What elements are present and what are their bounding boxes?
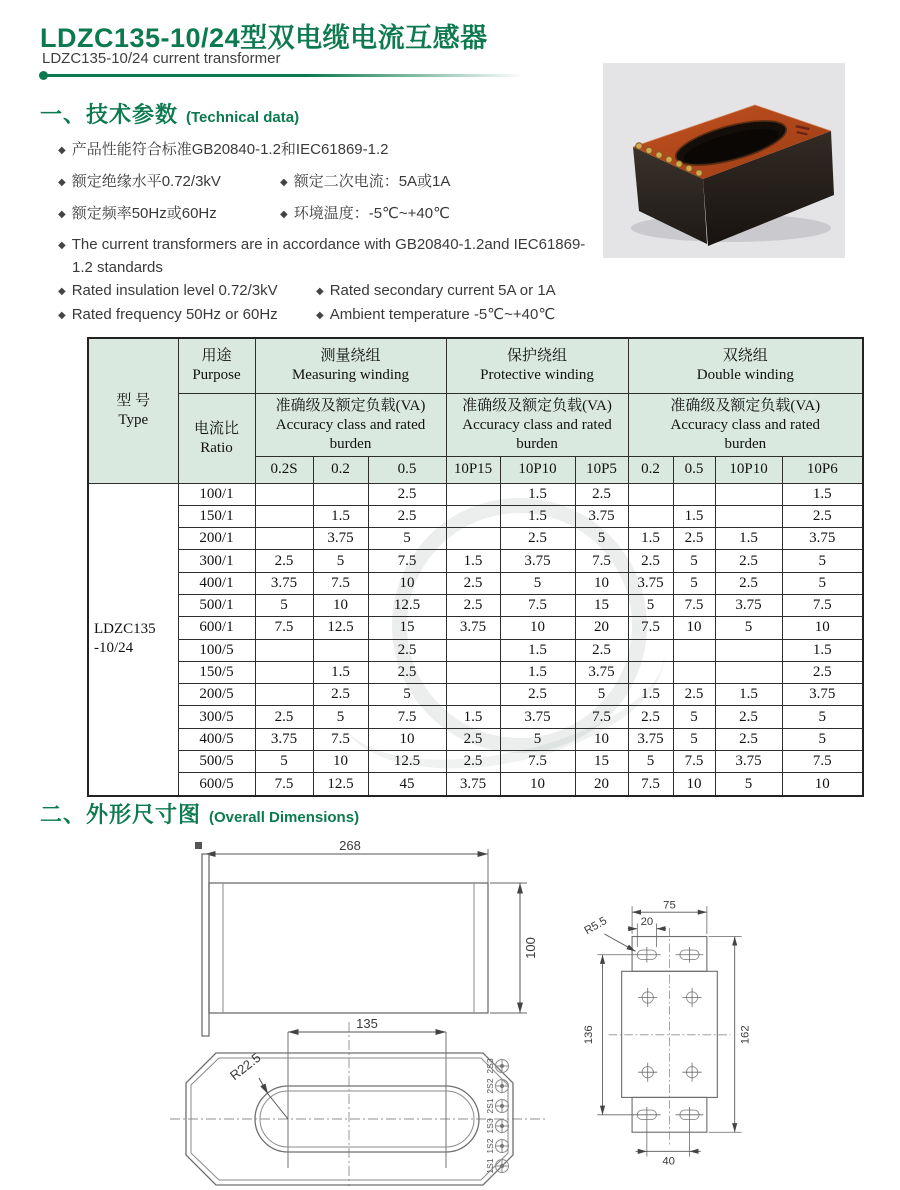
bullet-row	[58, 280, 606, 303]
value-cell: 10	[673, 617, 715, 639]
value-cell: 5	[673, 728, 715, 750]
value-cell: 1.5	[313, 505, 368, 527]
value-cell: 2.5	[628, 706, 673, 728]
section1-heading-cn: 一、技术参数	[40, 102, 179, 127]
value-cell	[446, 661, 500, 683]
value-cell: 5	[368, 528, 446, 550]
svg-text:268: 268	[339, 838, 361, 853]
value-cell: 2.5	[313, 684, 368, 706]
value-cell: 2.5	[715, 706, 782, 728]
svg-text:R22.5: R22.5	[226, 1049, 264, 1084]
table-row	[88, 505, 863, 527]
value-cell	[673, 483, 715, 505]
value-cell	[446, 684, 500, 706]
diamond-bullet-icon: ◆	[280, 177, 288, 188]
ratio-header: 电流比 Ratio	[178, 393, 255, 483]
value-cell: 3.75	[255, 728, 313, 750]
ratio-cell: 300/1	[178, 550, 255, 572]
value-cell: 5	[628, 594, 673, 616]
value-cell: 2.5	[446, 594, 500, 616]
value-cell: 3.75	[313, 528, 368, 550]
value-cell	[715, 483, 782, 505]
value-cell: 5	[500, 572, 575, 594]
value-cell: 7.5	[575, 550, 628, 572]
table-row	[88, 483, 863, 505]
value-cell: 5	[255, 594, 313, 616]
value-cell	[673, 639, 715, 661]
terminal-label: 1S1	[485, 1158, 495, 1174]
value-cell: 1.5	[313, 661, 368, 683]
value-cell: 12.5	[368, 594, 446, 616]
radius-label-r22-5	[227, 1050, 288, 1119]
value-cell: 7.5	[368, 550, 446, 572]
value-cell: 2.5	[782, 505, 863, 527]
page-subtitle: LDZC135-10/24 current transformer	[42, 50, 281, 67]
value-cell: 1.5	[628, 528, 673, 550]
value-cell: 20	[575, 617, 628, 639]
value-cell: 3.75	[575, 505, 628, 527]
table-row	[88, 550, 863, 572]
value-cell: 5	[782, 728, 863, 750]
value-cell: 2.5	[628, 550, 673, 572]
svg-text:100: 100	[523, 937, 538, 959]
value-cell: 2.5	[500, 528, 575, 550]
bullet-row	[58, 202, 606, 226]
value-cell: 3.75	[628, 728, 673, 750]
bullet-text: 产品性能符合标准GB20840-1.2和IEC61869-1.2	[71, 141, 389, 158]
section2-heading-cn: 二、外形尺寸图	[40, 802, 202, 827]
value-cell: 2.5	[715, 572, 782, 594]
value-cell: 2.5	[446, 751, 500, 773]
value-cell	[255, 684, 313, 706]
value-cell: 5	[673, 550, 715, 572]
value-cell: 7.5	[782, 594, 863, 616]
value-cell: 1.5	[628, 684, 673, 706]
value-cell	[255, 483, 313, 505]
class-col-header: 0.5	[368, 456, 446, 483]
value-cell: 7.5	[782, 751, 863, 773]
svg-text:20: 20	[640, 916, 654, 929]
table-row	[88, 594, 863, 616]
value-cell: 7.5	[255, 773, 313, 796]
ratio-cell: 200/5	[178, 684, 255, 706]
dimension-100	[490, 883, 538, 1013]
value-cell: 5	[715, 617, 782, 639]
terminal-label: 2S2	[485, 1078, 495, 1094]
value-cell: 5	[575, 684, 628, 706]
radius-label-r5-5	[582, 915, 635, 951]
svg-text:136: 136	[583, 1025, 596, 1045]
terminal-screw-icon	[495, 1139, 509, 1153]
svg-text:40: 40	[662, 1155, 675, 1167]
value-cell	[673, 661, 715, 683]
value-cell: 3.75	[782, 684, 863, 706]
value-cell: 3.75	[628, 572, 673, 594]
class-col-header: 10P10	[715, 456, 782, 483]
protective-winding-header: 保护绕组 Protective winding	[446, 338, 628, 393]
value-cell: 2.5	[715, 728, 782, 750]
type-header: 型 号 Type	[88, 338, 178, 483]
value-cell: 1.5	[500, 661, 575, 683]
diamond-bullet-icon: ◆	[316, 310, 324, 321]
ratio-cell: 100/1	[178, 483, 255, 505]
value-cell: 2.5	[255, 706, 313, 728]
value-cell: 3.75	[500, 550, 575, 572]
side-view-drawing	[172, 838, 552, 1043]
value-cell: 10	[500, 773, 575, 796]
ratio-cell: 400/1	[178, 572, 255, 594]
purpose-header: 用途 Purpose	[178, 338, 255, 393]
value-cell: 5	[255, 751, 313, 773]
value-cell: 12.5	[313, 617, 368, 639]
diamond-bullet-icon: ◆	[58, 286, 66, 297]
section2-heading	[40, 798, 359, 829]
terminal-screw-icon	[495, 1099, 509, 1113]
value-cell	[313, 639, 368, 661]
terminal-label: 1S2	[485, 1138, 495, 1154]
value-cell	[255, 505, 313, 527]
table-row	[88, 528, 863, 550]
value-cell: 1.5	[782, 483, 863, 505]
table-row	[88, 572, 863, 594]
ratio-cell: 100/5	[178, 639, 255, 661]
value-cell: 2.5	[255, 550, 313, 572]
accuracy-burden-header: 准确级及额定负载(VA) Accuracy class and rated burden	[628, 393, 863, 456]
value-cell	[628, 639, 673, 661]
ratio-cell: 200/1	[178, 528, 255, 550]
spec-table-body	[88, 483, 863, 796]
value-cell: 7.5	[368, 706, 446, 728]
value-cell: 7.5	[628, 617, 673, 639]
diamond-bullet-icon: ◆	[280, 209, 288, 220]
value-cell: 5	[628, 751, 673, 773]
page-title: LDZC135-10/24型双电缆电流互感器	[40, 23, 488, 53]
dimension-20	[628, 916, 666, 947]
diamond-bullet-icon: ◆	[58, 310, 66, 321]
value-cell: 5	[715, 773, 782, 796]
value-cell: 7.5	[313, 728, 368, 750]
value-cell: 3.75	[446, 773, 500, 796]
spec-table	[87, 337, 864, 797]
value-cell	[628, 661, 673, 683]
value-cell: 7.5	[628, 773, 673, 796]
value-cell: 5	[782, 706, 863, 728]
measuring-winding-header: 测量绕组 Measuring winding	[255, 338, 446, 393]
value-cell: 10	[368, 572, 446, 594]
value-cell	[255, 528, 313, 550]
dimension-162	[709, 937, 752, 1133]
svg-text:R5.5: R5.5	[582, 914, 610, 938]
value-cell: 5	[313, 706, 368, 728]
value-cell: 10	[575, 728, 628, 750]
value-cell: 7.5	[575, 706, 628, 728]
table-row	[88, 639, 863, 661]
bullet-text: 额定绝缘水平0.72/3kV	[71, 173, 221, 190]
value-cell: 2.5	[673, 528, 715, 550]
value-cell: 2.5	[368, 661, 446, 683]
value-cell: 1.5	[500, 505, 575, 527]
value-cell: 15	[368, 617, 446, 639]
terminal-screw-icon	[495, 1079, 509, 1093]
ratio-cell: 150/5	[178, 661, 255, 683]
terminal-label: 2S3	[485, 1058, 495, 1074]
value-cell	[715, 639, 782, 661]
spec-table-head	[88, 338, 863, 483]
table-row	[88, 617, 863, 639]
bullet-text: Rated frequency 50Hz or 60Hz	[71, 306, 278, 323]
bullet-row	[58, 138, 606, 162]
double-winding-header: 双绕组 Double winding	[628, 338, 863, 393]
value-cell: 1.5	[715, 684, 782, 706]
type-cell: LDZC135 -10/24	[88, 483, 178, 796]
terminal-label: 2S1	[485, 1098, 495, 1114]
bullet-text: 环境温度：-5℃~+40℃	[293, 205, 450, 222]
dimension-135	[288, 1016, 446, 1168]
value-cell	[446, 483, 500, 505]
class-col-header: 0.2	[313, 456, 368, 483]
value-cell: 1.5	[782, 639, 863, 661]
value-cell: 10	[782, 617, 863, 639]
value-cell: 1.5	[715, 528, 782, 550]
value-cell: 45	[368, 773, 446, 796]
ratio-cell: 400/5	[178, 728, 255, 750]
svg-text:162: 162	[739, 1025, 752, 1045]
value-cell: 2.5	[575, 639, 628, 661]
bullet-text: Rated insulation level 0.72/3kV	[71, 282, 278, 299]
diamond-bullet-icon: ◆	[58, 209, 66, 220]
svg-text:135: 135	[356, 1016, 378, 1031]
bullet-text: The current transformers are in accordance with GB20840-1.2and IEC61869-1.2 standards	[71, 236, 586, 276]
value-cell: 3.75	[782, 528, 863, 550]
class-col-header: 10P6	[782, 456, 863, 483]
top-view-drawing	[168, 1016, 548, 1188]
transformer-body-outline	[202, 854, 488, 1036]
transformer-illustration	[603, 63, 845, 258]
value-cell	[628, 505, 673, 527]
value-cell	[255, 661, 313, 683]
value-cell	[715, 505, 782, 527]
value-cell: 7.5	[500, 751, 575, 773]
section1-heading	[40, 98, 299, 129]
value-cell: 5	[500, 728, 575, 750]
terminal-screw-icon	[495, 1119, 509, 1133]
ratio-cell: 150/1	[178, 505, 255, 527]
value-cell: 2.5	[368, 483, 446, 505]
value-cell	[446, 528, 500, 550]
value-cell: 5	[782, 572, 863, 594]
value-cell: 2.5	[368, 639, 446, 661]
accuracy-burden-header: 准确级及额定负载(VA) Accuracy class and rated burden	[446, 393, 628, 456]
value-cell: 2.5	[500, 684, 575, 706]
value-cell: 5	[575, 528, 628, 550]
value-cell: 1.5	[673, 505, 715, 527]
value-cell: 7.5	[313, 572, 368, 594]
value-cell: 5	[313, 550, 368, 572]
value-cell: 10	[575, 572, 628, 594]
value-cell: 12.5	[368, 751, 446, 773]
diamond-bullet-icon: ◆	[58, 145, 66, 156]
value-cell: 5	[782, 550, 863, 572]
value-cell: 2.5	[673, 684, 715, 706]
terminal-label: 1S3	[485, 1118, 495, 1134]
value-cell: 2.5	[782, 661, 863, 683]
diamond-bullet-icon: ◆	[58, 177, 66, 188]
accuracy-burden-header: 准确级及额定负载(VA) Accuracy class and rated burden	[255, 393, 446, 456]
ratio-cell: 500/1	[178, 594, 255, 616]
value-cell: 15	[575, 751, 628, 773]
bullet-row	[58, 304, 606, 327]
reference-mark	[195, 842, 202, 849]
value-cell: 1.5	[446, 706, 500, 728]
value-cell	[446, 505, 500, 527]
value-cell: 7.5	[673, 751, 715, 773]
table-row	[88, 706, 863, 728]
value-cell	[628, 483, 673, 505]
value-cell: 20	[575, 773, 628, 796]
value-cell: 5	[368, 684, 446, 706]
value-cell: 2.5	[446, 728, 500, 750]
value-cell: 10	[673, 773, 715, 796]
table-row	[88, 751, 863, 773]
ratio-cell: 600/1	[178, 617, 255, 639]
table-row	[88, 728, 863, 750]
dimension-40	[636, 1123, 701, 1167]
table-row	[88, 684, 863, 706]
value-cell: 10	[313, 751, 368, 773]
value-cell: 10	[782, 773, 863, 796]
value-cell: 1.5	[500, 483, 575, 505]
value-cell: 7.5	[673, 594, 715, 616]
value-cell: 3.75	[715, 751, 782, 773]
value-cell: 12.5	[313, 773, 368, 796]
class-col-header: 0.2S	[255, 456, 313, 483]
value-cell: 3.75	[575, 661, 628, 683]
section1-heading-en: (Technical data)	[186, 109, 300, 126]
product-photo	[603, 63, 845, 258]
value-cell: 10	[313, 594, 368, 616]
value-cell: 1.5	[500, 639, 575, 661]
bullet-text: 额定二次电流：5A或1A	[293, 173, 451, 190]
value-cell: 1.5	[446, 550, 500, 572]
value-cell: 10	[368, 728, 446, 750]
bullet-text: 额定频率50Hz或60Hz	[71, 205, 217, 222]
value-cell: 15	[575, 594, 628, 616]
value-cell: 5	[673, 572, 715, 594]
class-col-header: 10P10	[500, 456, 575, 483]
table-row	[88, 773, 863, 796]
value-cell: 2.5	[446, 572, 500, 594]
ratio-cell: 300/5	[178, 706, 255, 728]
class-col-header: 0.5	[673, 456, 715, 483]
value-cell: 2.5	[575, 483, 628, 505]
svg-text:75: 75	[663, 899, 676, 912]
technical-data-list	[58, 138, 606, 328]
mounting-plate-drawing	[578, 880, 774, 1167]
diamond-bullet-icon: ◆	[316, 286, 324, 297]
value-cell: 3.75	[446, 617, 500, 639]
value-cell: 3.75	[500, 706, 575, 728]
green-divider	[42, 74, 524, 77]
value-cell	[255, 639, 313, 661]
value-cell: 3.75	[255, 572, 313, 594]
bullet-text: Rated secondary current 5A or 1A	[329, 282, 556, 299]
value-cell: 10	[500, 617, 575, 639]
value-cell	[446, 639, 500, 661]
bullet-row	[58, 234, 606, 279]
diamond-bullet-icon: ◆	[58, 240, 66, 251]
value-cell: 2.5	[715, 550, 782, 572]
value-cell: 7.5	[500, 594, 575, 616]
value-cell	[313, 483, 368, 505]
ratio-cell: 500/5	[178, 751, 255, 773]
value-cell: 5	[673, 706, 715, 728]
class-col-header: 10P5	[575, 456, 628, 483]
class-col-header: 10P15	[446, 456, 500, 483]
bullet-text: Ambient temperature -5℃~+40℃	[329, 306, 556, 323]
terminal-screw-icon	[495, 1059, 509, 1073]
table-row	[88, 661, 863, 683]
class-col-header: 0.2	[628, 456, 673, 483]
bullet-row	[58, 170, 606, 194]
terminal-screw-icon	[495, 1159, 509, 1173]
dimension-268	[205, 838, 488, 883]
value-cell: 7.5	[255, 617, 313, 639]
section2-heading-en: (Overall Dimensions)	[209, 809, 360, 826]
value-cell	[715, 661, 782, 683]
value-cell: 3.75	[715, 594, 782, 616]
value-cell: 2.5	[368, 505, 446, 527]
ratio-cell: 600/5	[178, 773, 255, 796]
